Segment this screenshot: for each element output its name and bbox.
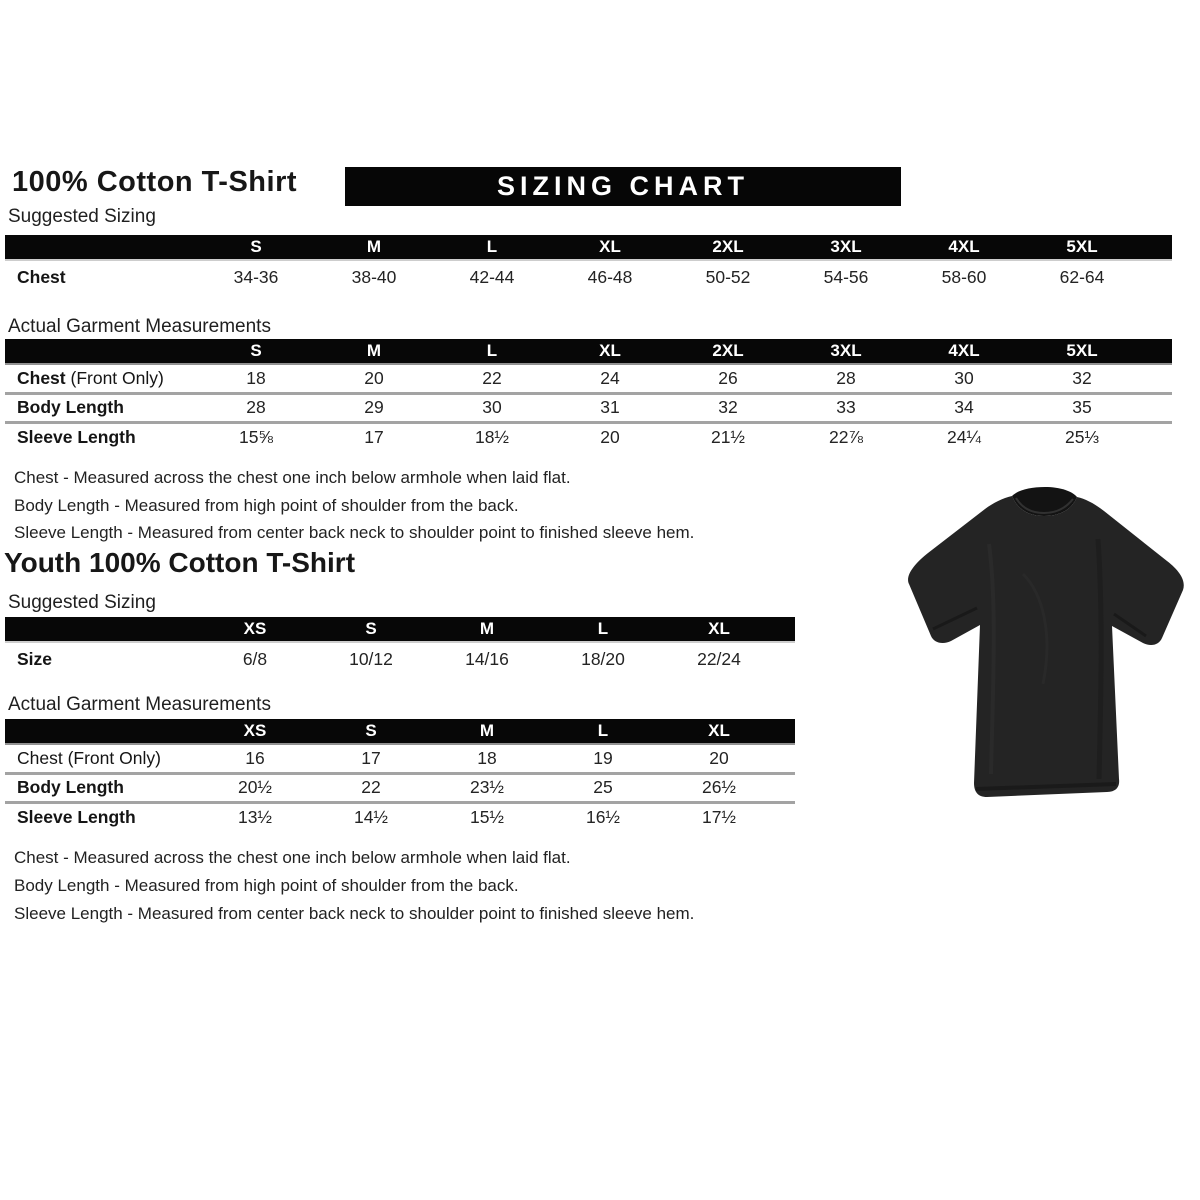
measurement-value: 30 [433,393,551,422]
measurement-value: 38-40 [351,267,397,287]
row-label-text: Sleeve Length [17,806,136,827]
row-label-suffix: (Front Only) [65,367,164,388]
measurement-value: 54-56 [823,267,869,287]
spacer-cell [1141,260,1172,294]
row-label [5,260,197,294]
measurement-row [5,744,795,773]
measurement-value: 24¼ [905,422,1023,451]
measurement-value: 16 [245,747,265,768]
measurement-value: 17 [361,747,381,768]
page-title: 100% Cotton T-Shirt [12,166,298,198]
size-column-header: L [433,235,551,260]
spacer-cell [1141,364,1172,393]
size-column-header: 3XL [787,339,905,364]
spacer-cell [777,802,795,831]
measurement-value: 21½ [669,422,787,451]
measurement-value: 22 [313,773,429,802]
size-column-header: S [313,719,429,744]
row-label-text: Sleeve Length [17,426,136,447]
size-column-header: 4XL [905,339,1023,364]
tshirt-icon [893,484,1188,809]
size-column-header: M [429,617,545,642]
spacer-cell [777,642,795,676]
youth-measurement-notes [14,844,694,928]
note-line: Sleeve Length - Measured from center back neck to shoulder point to finished sleeve hem. [14,523,695,542]
youth-actual-measurements-label: Actual Garment Measurements [8,694,271,715]
row-label-text: Chest [17,267,66,287]
measurement-row [5,773,795,802]
youth-section-title: Youth 100% Cotton T-Shirt [4,547,356,578]
note-line: Body Length - Measured from high point of shoulder from the back. [14,876,519,895]
spacer-column-header [1141,339,1172,364]
measurement-value: 18/20 [581,649,625,669]
measurement-value: 23½ [429,773,545,802]
size-column-header: M [429,719,545,744]
row-label [5,802,197,831]
measurement-value: 35 [1023,393,1141,422]
size-column-header: 2XL [669,339,787,364]
size-header-row [5,719,795,744]
note-line: Body Length - Measured from high point of shoulder from the back. [14,495,519,515]
row-label [5,422,197,451]
measurement-value: 26½ [661,773,777,802]
adult-suggested-sizing-table [5,235,1172,294]
measurement-row [5,642,795,676]
size-column-header: S [313,617,429,642]
measurement-value: 26 [718,367,738,388]
size-column-header: S [197,235,315,260]
size-column-header: 3XL [787,235,905,260]
spacer-column-header [777,617,795,642]
spacer-cell [777,773,795,802]
measurement-value: 22⅞ [787,422,905,451]
row-label-suffix: (Front Only) [62,747,161,768]
row-label [5,364,197,393]
measurement-value: 19 [593,747,613,768]
adult-suggested-sizing-label: Suggested Sizing [8,206,156,227]
spacer-column-header [777,719,795,744]
size-header-row [5,235,1172,260]
row-label [5,744,197,773]
spacer-column-header [1141,235,1172,260]
size-column-header: 5XL [1023,339,1141,364]
size-column-header: XL [661,719,777,744]
black-tshirt-image [893,484,1188,809]
adult-actual-measurements-table [5,339,1172,451]
size-table [5,339,1172,451]
measurement-value: 16½ [545,802,661,831]
size-header-row [5,617,795,642]
measurement-value: 25 [545,773,661,802]
size-column-header: L [545,719,661,744]
size-table [5,617,795,676]
measurement-value: 20½ [197,773,313,802]
size-column-header: XL [551,339,669,364]
size-column-header: XS [197,617,313,642]
measurement-value: 32 [1072,367,1092,388]
row-label-text: Body Length [17,397,124,417]
measurement-value: 14½ [313,802,429,831]
measurement-value: 22 [482,367,502,388]
measurement-value: 33 [787,393,905,422]
measurement-value: 13½ [197,802,313,831]
sizing-chart-banner-label: SIZING CHART [497,171,749,201]
spacer-cell [1141,422,1172,451]
label-column-header [5,235,197,260]
measurement-value: 18½ [433,422,551,451]
adult-measurement-notes [14,464,694,547]
youth-suggested-sizing-table [5,617,795,676]
spacer-cell [777,744,795,773]
measurement-row [5,393,1172,422]
size-header-row [5,339,1172,364]
youth-suggested-sizing-label: Suggested Sizing [8,592,156,613]
row-label-text: Body Length [17,777,124,797]
label-column-header [5,617,197,642]
size-column-header: XS [197,719,313,744]
size-column-header: 2XL [669,235,787,260]
size-column-header: L [433,339,551,364]
size-column-header: M [315,339,433,364]
label-column-header [5,719,197,744]
measurement-value: 29 [315,393,433,422]
measurement-row [5,422,1172,451]
measurement-value: 32 [669,393,787,422]
spacer-cell [1141,393,1172,422]
measurement-value: 20 [364,367,384,388]
size-column-header: L [545,617,661,642]
measurement-value: 17 [315,422,433,451]
note-line: Chest - Measured across the chest one inch below armhole when laid flat. [14,848,571,867]
measurement-value: 20 [551,422,669,451]
size-table [5,719,795,831]
measurement-row [5,364,1172,393]
measurement-value: 42-44 [469,267,515,287]
measurement-value: 31 [551,393,669,422]
adult-actual-measurements-label: Actual Garment Measurements [8,316,271,337]
size-column-header: S [197,339,315,364]
measurement-value: 18 [246,367,266,388]
label-column-header [5,339,197,364]
row-label-text: Chest [17,747,63,768]
measurement-value: 34-36 [233,267,279,287]
measurement-value: 28 [836,367,856,388]
measurement-value: 20 [709,747,729,768]
measurement-value: 18 [477,747,497,768]
measurement-row [5,802,795,831]
measurement-value: 25⅓ [1023,422,1141,451]
row-label-text: Chest [17,367,66,388]
size-column-header: M [315,235,433,260]
measurement-value: 24 [600,367,620,388]
size-column-header: 5XL [1023,235,1141,260]
measurement-value: 10/12 [349,649,393,669]
size-column-header: XL [551,235,669,260]
measurement-value: 17½ [661,802,777,831]
measurement-value: 30 [954,367,974,388]
measurement-value: 50-52 [705,267,751,287]
row-label [5,642,197,676]
sizing-chart-banner [345,167,901,206]
measurement-value: 6/8 [242,649,268,669]
measurement-value: 15⅝ [197,422,315,451]
size-column-header: XL [661,617,777,642]
measurement-value: 46-48 [587,267,633,287]
row-label [5,773,197,802]
measurement-value: 28 [197,393,315,422]
measurement-value: 14/16 [465,649,509,669]
youth-actual-measurements-table [5,719,795,831]
measurement-value: 58-60 [941,267,987,287]
note-line: Sleeve Length - Measured from center back neck to shoulder point to finished sleeve hem. [14,904,695,923]
measurement-value: 22/24 [697,649,741,669]
row-label-text: Size [17,649,53,669]
measurement-value: 15½ [429,802,545,831]
note-line: Chest - Measured across the chest one inch below armhole when laid flat. [14,468,571,487]
measurement-value: 62-64 [1059,267,1105,287]
measurement-row [5,260,1172,294]
measurement-value: 34 [905,393,1023,422]
size-table [5,235,1172,294]
row-label [5,393,197,422]
size-column-header: 4XL [905,235,1023,260]
